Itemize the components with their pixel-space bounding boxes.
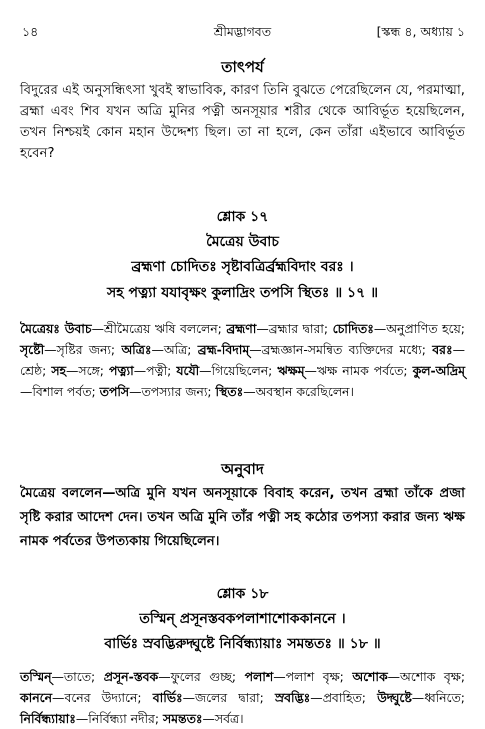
synonym-word: ব্রহ্ম-বিদাম্: [197, 342, 250, 357]
synonym-meaning: —শ্রীমৈত্রেয় ঋষি বললেন;: [91, 321, 227, 336]
verse-17-line-1: ব্রহ্মণা চোদিতঃ সৃষ্টাবত্রির্ব্রহ্মবিদাং বরঃ ।: [131, 259, 354, 275]
book-title: শ্রীমদ্ভাগবত: [213, 24, 272, 39]
synonym-meaning: —অবস্থান করেছিলেন।: [243, 384, 354, 399]
verse-17-speaker: মৈত্রেয় উবাচ: [206, 234, 279, 250]
synonym-word: কুল-অদ্রিম্: [412, 363, 466, 378]
synonym-word: অশোক: [352, 669, 388, 684]
synonym-word: তস্মিন্: [20, 669, 52, 684]
purport-text: বিদুরের এই অনুসন্ধিৎসা খুবই স্বাভাবিক, কারণ তিনি বুঝতে পেরেছিলেন যে, পরমাত্মা, ব্রহ্মা এবং শিব যখন অত্রি মুনির পত্নী অনসূয়ার শরীর থেকে আবির্ভূত হয়েছিলেন, তখন নিশ্চয়ই কোন মহান উদ্দেশ্য ছিল। তা না হলে, কেন তাঁরা এইভাবে আবির্ভূত হবেন?: [20, 83, 465, 161]
synonym-meaning: —প্রবাহিত;: [310, 690, 378, 705]
synonym-word: সমন্ততঃ: [162, 711, 203, 726]
synonym-word: যযৌ: [176, 363, 200, 378]
synonym-meaning: —ফুলের গুচ্ছ;: [158, 669, 245, 684]
verse-17-line-2: সহ পত্ন্যা যযাবৃক্ষং কুলাদ্রিং তপসি স্থিতঃ ॥ ১৭ ॥: [107, 285, 378, 301]
synonym-word: বরঃ: [432, 342, 453, 357]
purport-heading: তাৎপর্য: [221, 58, 264, 76]
section-label: [স্কন্ধ ৪, অধ্যায় ১: [376, 24, 465, 39]
synonym-meaning: —নির্বিন্ধ্যা নদীর;: [75, 711, 163, 726]
synonym-word: সৃষ্টৌ: [20, 342, 45, 357]
synonym-word: অত্রিঃ: [121, 342, 152, 357]
synonym-word: চোদিতঃ: [332, 321, 374, 336]
synonym-meaning: —ধ্বনিতে;: [411, 690, 465, 705]
synonym-meaning: —সৃষ্টির জন্য;: [44, 342, 122, 357]
verse-18-synonyms: [20, 666, 465, 729]
synonym-word: ব্রহ্মণা: [226, 321, 257, 336]
synonym-word: উদ্ঘুষ্টে: [377, 690, 412, 705]
synonym-meaning: —তপস্যার জন্য;: [129, 384, 216, 399]
synonym-meaning: —ব্রহ্মজ্ঞান-সমন্বিত ব্যক্তিদের মধ্যে;: [249, 342, 433, 357]
verse-17-number: শ্লোক ১৭: [216, 209, 269, 225]
synonym-meaning: —তাতে;: [51, 669, 104, 684]
synonym-meaning: —অশোক বৃক্ষ;: [387, 669, 465, 684]
synonym-meaning: —ব্রহ্মার দ্বারা;: [256, 321, 333, 336]
synonym-word: পলাশ: [244, 669, 274, 684]
synonym-word: কাননে: [20, 690, 53, 705]
synonym-word: স্রবদ্ভিঃ: [274, 690, 311, 705]
page-number: ১৪: [22, 24, 39, 39]
synonym-meaning: —সর্বত্র।: [202, 711, 244, 726]
synonym-meaning: —জলের দ্বারা;: [182, 690, 275, 705]
synonym-word: সহ: [51, 363, 67, 378]
page-header: [20, 24, 465, 44]
synonym-meaning: —ঋক্ষ নামক পর্বতে;: [304, 363, 413, 378]
synonym-word: প্রসূন-স্তবক: [103, 669, 159, 684]
synonym-word: বার্ভিঃ: [152, 690, 183, 705]
synonym-word: ঋক্ষম্: [277, 363, 305, 378]
translation-heading: অনুবাদ: [221, 460, 264, 478]
synonym-meaning: —সঙ্গে;: [66, 363, 109, 378]
synonym-meaning: —পলাশ বৃক্ষ;: [273, 669, 353, 684]
synonym-word: তপসি: [99, 384, 130, 399]
verse-17-synonyms: [20, 318, 465, 402]
verse-18-line-1: তস্মিন্ প্রসূনস্তবকপলাশাশোককাননে ।: [139, 611, 346, 627]
synonym-meaning: —শ্রেষ্ঠ;: [20, 342, 465, 378]
synonym-meaning: —অনুপ্রাণিত হয়ে;: [373, 321, 465, 336]
verse-17-translation: মৈত্রেয় বললেন—অত্রি মুনি যখন অনসূয়াকে বিবাহ করেন, তখন ব্রহ্মা তাঁকে প্রজা সৃষ্টি করার আদেশ দেন। তখন অত্রি মুনি তাঁর পত্নী সহ কঠোর তপস্যা করার জন্য ঋক্ষ নামক পর্বতের উপত্যকায় গিয়েছিলেন।: [20, 486, 465, 549]
verse-18-line-2: বার্ভিঃ স্রবদ্ভিরুদ্ঘুষ্টে নির্বিন্ধ্যায়াঃ সমন্ততঃ ॥ ১৮ ॥: [104, 636, 381, 652]
synonym-word: পত্ন্যা: [109, 363, 134, 378]
verse-18-number: শ্লোক ১৮: [216, 586, 269, 602]
synonym-meaning: —অত্রি;: [151, 342, 198, 357]
synonym-word: মৈত্রেয়ঃ উবাচ: [20, 321, 92, 336]
synonym-meaning: —বিশাল পর্বত;: [20, 384, 100, 399]
synonym-word: স্থিতঃ: [215, 384, 244, 399]
synonym-meaning: —বনের উদ্যানে;: [52, 690, 153, 705]
synonym-meaning: —গিয়েছিলেন;: [199, 363, 278, 378]
synonym-meaning: —পত্নী;: [133, 363, 177, 378]
synonym-word: নির্বিন্ধ্যায়াঃ: [20, 711, 76, 726]
